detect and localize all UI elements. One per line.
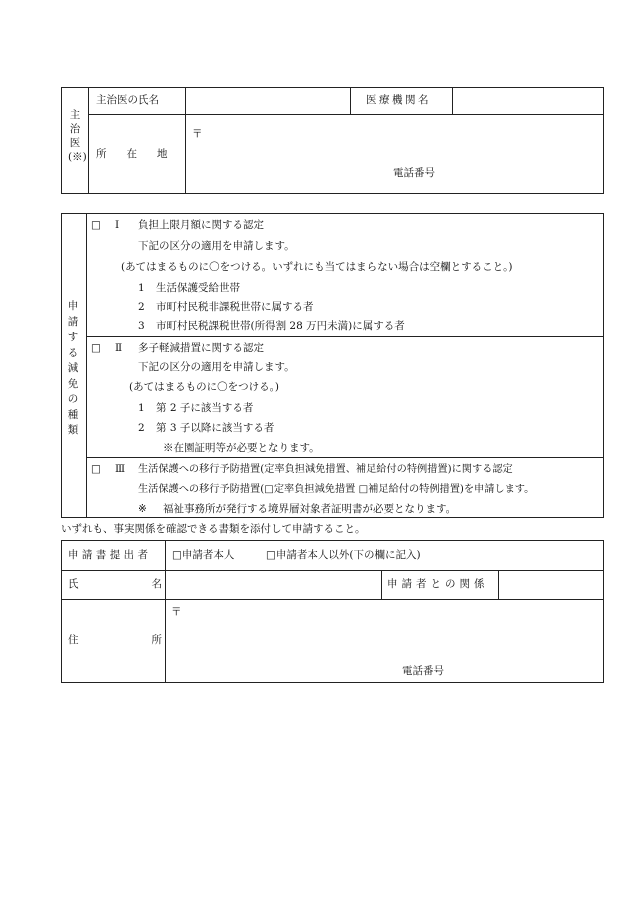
section3-note-mark: ※ <box>138 503 147 515</box>
physician-phone-label: 電話番号 <box>393 167 435 179</box>
institution-field[interactable] <box>454 89 602 112</box>
section1-line1: 下記の区分の適用を申請します。 <box>138 240 295 252</box>
reduction-side-label: 申請する減免の種類 <box>67 300 79 436</box>
physician-address-field[interactable] <box>187 116 602 192</box>
submitter-address-field[interactable] <box>167 601 602 681</box>
submitter-option-other[interactable]: □申請者本人以外(下の欄に記入) <box>266 549 421 561</box>
section2-item1-text[interactable]: 第 2 子に該当する者 <box>156 402 254 414</box>
section1-item1-num: 1 <box>138 282 145 294</box>
submitter-label-divider <box>165 540 166 683</box>
section3-numeral: Ⅲ <box>115 463 126 475</box>
section2-title: 多子軽減措置に関する認定 <box>138 342 264 354</box>
physician-address-label: 所在地 <box>96 148 188 160</box>
section3-line1: 生活保護への移行予防措置(□定率負担減免措置 □補足給付の特例措置)を申請します。 <box>138 484 535 495</box>
submitter-row-divider-2 <box>61 599 604 600</box>
physician-name-label: 主治医の氏名 <box>96 94 159 106</box>
submitter-option-self[interactable]: □申請者本人 <box>172 549 235 561</box>
section1-item3-num: 3 <box>138 320 145 332</box>
physician-label-divider <box>185 87 186 194</box>
relation-field[interactable] <box>500 572 602 597</box>
section2-note: ※在園証明等が必要となります。 <box>163 442 320 454</box>
section2-line1: 下記の区分の適用を申請します。 <box>138 361 295 373</box>
section3-title: 生活保護への移行予防措置(定率負担減免措置、補足給付の特例措置)に関する認定 <box>138 464 513 475</box>
submitter-row-divider-1 <box>61 570 604 571</box>
section2-item1-num: 1 <box>138 402 145 414</box>
reduction-divider-1 <box>86 336 604 337</box>
submitter-label: 申請書提出者 <box>68 549 152 561</box>
section2-item2-num: 2 <box>138 422 145 434</box>
submitter-name-field[interactable] <box>167 572 379 597</box>
relation-divider-right <box>498 570 499 599</box>
physician-name-field[interactable] <box>187 89 348 112</box>
physician-postal-mark: 〒 <box>192 128 203 140</box>
attach-note: いずれも、事実関係を確認できる書類を添付して申請すること。 <box>61 523 366 535</box>
physician-inst-divider-left <box>350 87 351 114</box>
submitter-postal-mark: 〒 <box>171 606 182 618</box>
institution-label: 医療機関名 <box>366 94 431 106</box>
section1-line2: (あてはまるものに〇をつける。いずれにも当てはまらない場合は空欄とすること。) <box>121 261 513 273</box>
physician-side-label: 主治医(※) <box>68 109 87 163</box>
physician-side-divider <box>88 87 89 194</box>
section1-item1-text[interactable]: 生活保護受給世帯 <box>156 282 240 294</box>
section2-checkbox[interactable]: □ <box>91 342 101 354</box>
reduction-divider-2 <box>86 457 604 458</box>
section2-line2: (あてはまるものに〇をつける。) <box>129 381 279 393</box>
section1-item2-num: 2 <box>138 301 145 313</box>
reduction-side-divider <box>86 213 87 518</box>
submitter-address-label: 住所 <box>68 634 235 646</box>
section1-numeral: Ⅰ <box>115 219 120 231</box>
section3-note: 福祉事務所が発行する境界層対象者証明書が必要となります。 <box>163 503 457 515</box>
section1-title: 負担上限月額に関する認定 <box>138 219 264 231</box>
relation-divider-left <box>381 570 382 599</box>
physician-row-divider <box>88 114 604 115</box>
section3-checkbox[interactable]: □ <box>91 463 101 475</box>
relation-label: 申請者との関係 <box>387 578 489 590</box>
submitter-name-label: 氏名 <box>68 578 235 590</box>
section2-item2-text[interactable]: 第 3 子以降に該当する者 <box>156 422 275 434</box>
section2-numeral: Ⅱ <box>115 342 123 354</box>
section1-checkbox[interactable]: □ <box>91 219 101 231</box>
section1-item3-text[interactable]: 市町村民税課税世帯(所得割 28 万円未満)に属する者 <box>156 320 405 332</box>
physician-inst-divider-right <box>452 87 453 114</box>
section1-item2-text[interactable]: 市町村民税非課税世帯に属する者 <box>156 301 314 313</box>
submitter-phone-label: 電話番号 <box>402 665 444 677</box>
